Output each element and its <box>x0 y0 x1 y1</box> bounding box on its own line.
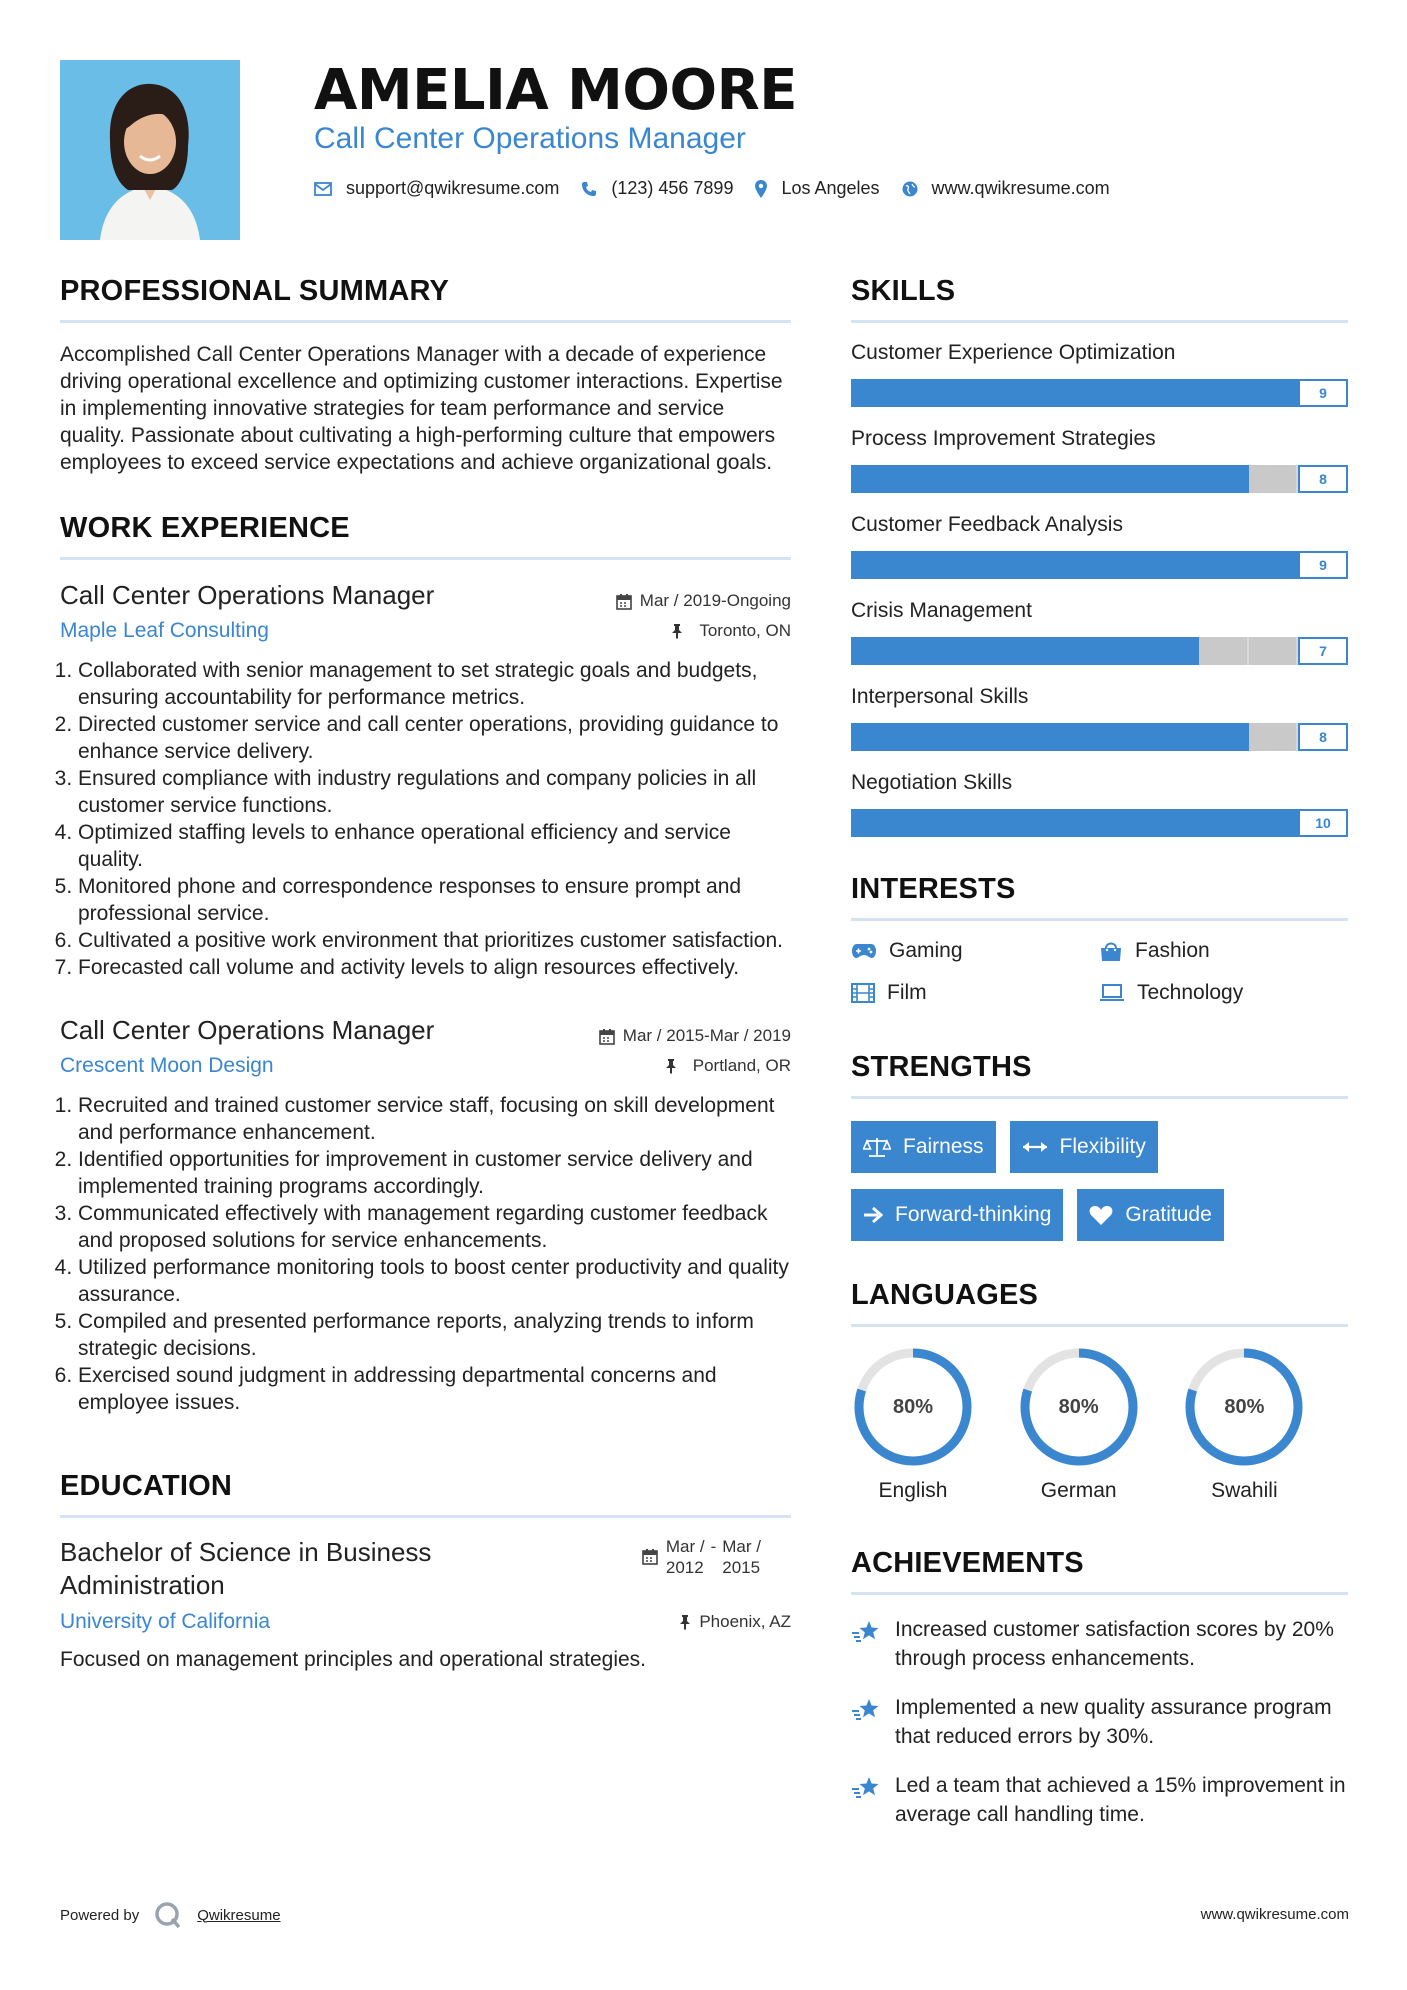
skill-name: Crisis Management <box>851 599 1032 622</box>
education-description: Focused on management principles and operational strategies. <box>60 1648 647 1671</box>
skill-item <box>851 513 1348 579</box>
job-title: Call Center Operations Manager <box>60 1015 435 1045</box>
language-gauge <box>1182 1345 1306 1469</box>
skill-name: Interpersonal Skills <box>851 685 1029 708</box>
language-list <box>851 1345 1348 1503</box>
job-dates-text: Mar / 2015-Mar / 2019 <box>622 1026 791 1045</box>
language-name: German <box>1040 1479 1117 1502</box>
section-divider <box>851 918 1348 921</box>
duty-item: 2. Directed customer service and call center operations, providing guidance to enhance service delivery. <box>78 711 791 765</box>
job-location-text: Toronto, ON <box>699 621 791 640</box>
calendar-icon <box>599 1028 615 1045</box>
skill-value: 7 <box>1298 637 1348 665</box>
achievement-text: Implemented a new quality assurance program that reduced errors by 30%. <box>895 1696 1332 1748</box>
job-dates-text: Mar / 2019-Ongoing <box>639 591 791 610</box>
job-list <box>60 580 791 1416</box>
language-percent: 80% <box>1224 1395 1265 1418</box>
strength-label: Flexibility <box>1059 1135 1146 1158</box>
education-end-year: 2015 <box>722 1558 761 1577</box>
phone-icon <box>581 181 597 197</box>
skills-title: SKILLS <box>851 275 956 307</box>
languages-section <box>851 1279 1348 1503</box>
language-name: Swahili <box>1211 1479 1278 1502</box>
degree-title <box>60 1536 431 1602</box>
balance-scale-icon <box>863 1136 891 1158</box>
achievement-item <box>851 1771 1348 1829</box>
left-column <box>60 275 791 1672</box>
job-location <box>671 621 791 641</box>
skill-value: 9 <box>1298 551 1348 579</box>
heart-icon <box>1089 1205 1113 1226</box>
interest-list <box>851 939 1348 1005</box>
skill-fill <box>851 809 1348 837</box>
interest-label: Technology <box>1137 981 1244 1004</box>
skill-fill <box>851 637 1199 665</box>
interest-fashion <box>1099 939 1348 963</box>
arrows-horizontal-icon <box>1022 1141 1048 1153</box>
skill-name: Customer Feedback Analysis <box>851 513 1123 536</box>
language-percent: 80% <box>1058 1395 1099 1418</box>
job-entry <box>60 580 791 981</box>
skill-name: Negotiation Skills <box>851 771 1013 794</box>
duty-item: 5. Monitored phone and correspondence responses to ensure prompt and professional service. <box>78 873 791 927</box>
duty-item: 6. Exercised sound judgment in addressing departmental concerns and employee issues. <box>78 1362 791 1416</box>
shooting-star-icon <box>851 1619 881 1645</box>
strengths-title: STRENGTHS <box>851 1051 1032 1083</box>
powered-by-text: Powered by <box>60 1906 140 1924</box>
skill-fill <box>851 723 1249 751</box>
education-location <box>679 1612 791 1632</box>
skill-segment <box>1249 637 1299 665</box>
duty-item: 5. Compiled and presented performance reports, analyzing trends to inform strategic decisions. <box>78 1308 791 1362</box>
right-column <box>851 275 1348 1829</box>
interest-label: Fashion <box>1135 939 1210 962</box>
interests-title: INTERESTS <box>851 873 1016 905</box>
job-location-text: Portland, OR <box>692 1056 791 1075</box>
date-separator: - <box>710 1537 717 1556</box>
experience-title: WORK EXPERIENCE <box>60 512 350 544</box>
strength-label: Gratitude <box>1125 1203 1212 1226</box>
candidate-role: Call Center Operations Manager <box>314 122 746 155</box>
skill-list <box>851 341 1348 837</box>
skill-bar <box>851 463 1348 493</box>
pushpin-icon <box>665 1058 677 1074</box>
section-divider <box>851 1324 1348 1327</box>
education-title: EDUCATION <box>60 1470 233 1502</box>
school-name: University of California <box>60 1610 271 1633</box>
contact-website[interactable] <box>902 178 1110 199</box>
language-item <box>1017 1345 1183 1503</box>
skill-item <box>851 427 1348 493</box>
language-item <box>1182 1345 1348 1503</box>
map-marker-icon <box>755 180 767 198</box>
duty-item: 3. Ensured compliance with industry regulations and company policies in all customer service functions. <box>78 765 791 819</box>
interest-label: Gaming <box>889 939 963 962</box>
achievement-item <box>851 1615 1348 1673</box>
degree-line-1: Bachelor of Science in Business <box>60 1537 432 1567</box>
duty-item: 6. Cultivated a positive work environment that prioritizes customer satisfaction. <box>78 927 791 954</box>
language-gauge <box>1017 1345 1141 1469</box>
job-entry <box>60 1015 791 1416</box>
interest-film <box>851 981 1099 1005</box>
skill-item <box>851 341 1348 407</box>
skill-segment <box>1199 637 1249 665</box>
job-dates <box>599 1026 791 1046</box>
language-item <box>851 1345 1017 1503</box>
skill-segment <box>1249 465 1299 493</box>
company-name: Maple Leaf Consulting <box>60 619 269 642</box>
website-text: www.qwikresume.com <box>931 178 1110 198</box>
skill-value: 10 <box>1298 809 1348 837</box>
degree-line-2: Administration <box>60 1570 225 1600</box>
duty-item: 4. Utilized performance monitoring tools to boost center productivity and quality assurance. <box>78 1254 791 1308</box>
section-divider <box>851 1592 1348 1595</box>
shooting-star-icon <box>851 1697 881 1723</box>
skill-name: Customer Experience Optimization <box>851 341 1176 364</box>
achievement-item <box>851 1693 1348 1751</box>
achievement-list <box>851 1615 1348 1829</box>
education-start-month: Mar / <box>665 1537 705 1556</box>
location-text: Los Angeles <box>781 178 880 198</box>
interest-label: Film <box>887 981 927 1004</box>
job-head <box>60 1015 791 1046</box>
education-location-text: Phoenix, AZ <box>699 1612 791 1631</box>
contact-bar <box>314 178 1132 199</box>
film-icon <box>851 983 875 1003</box>
skill-item <box>851 599 1348 665</box>
envelope-icon <box>314 182 332 196</box>
contact-location <box>755 178 879 199</box>
languages-title: LANGUAGES <box>851 1279 1039 1311</box>
calendar-icon <box>642 1548 658 1565</box>
shopping-bag-icon <box>1099 940 1123 962</box>
section-divider <box>60 1515 791 1518</box>
language-percent: 80% <box>892 1395 934 1418</box>
laptop-icon <box>1099 984 1125 1002</box>
skills-section <box>851 275 1348 837</box>
job-company-row <box>60 619 791 643</box>
duty-item: 7. Forecasted call volume and activity levels to align resources effectively. <box>78 954 791 981</box>
summary-text: Accomplished Call Center Operations Manager with a decade of experience driving operational excellence and optimizing customer interactions. Expertise in implementing innovative strategies for team performance and service quality. Passionate about cultivating a high-performing culture that empowers employees to exceed service expectations and achieve organizational goals. <box>60 343 783 474</box>
skill-bar <box>851 635 1348 665</box>
gamepad-icon <box>851 943 877 959</box>
section-divider <box>60 557 791 560</box>
education-head <box>60 1536 791 1602</box>
skill-bar <box>851 377 1348 407</box>
strength-label: Fairness <box>903 1135 984 1158</box>
interests-section <box>851 873 1348 1005</box>
brand-link[interactable]: Qwikresume <box>197 1906 281 1924</box>
duty-item: 2. Identified opportunities for improvement in customer service delivery and implemented training programs accordingly. <box>78 1146 791 1200</box>
strength-list <box>851 1121 1348 1241</box>
contact-phone[interactable] <box>581 178 733 199</box>
skill-value: 9 <box>1298 379 1348 407</box>
strength-chip-forward-thinking <box>851 1189 1063 1241</box>
achievement-text: Led a team that achieved a 15% improvement in average call handling time. <box>895 1774 1346 1826</box>
duty-item: 3. Communicated effectively with management regarding customer feedback and proposed solutions for service enhancements. <box>78 1200 791 1254</box>
job-company-row <box>60 1054 791 1078</box>
duty-item: 1. Recruited and trained customer service staff, focusing on skill development and performance enhancement. <box>78 1092 791 1146</box>
candidate-name: AMELIA MOORE <box>314 58 797 123</box>
shooting-star-icon <box>851 1775 881 1801</box>
experience-section <box>60 512 791 1416</box>
pushpin-icon <box>671 623 683 639</box>
section-divider <box>60 320 791 323</box>
footer-website[interactable]: www.qwikresume.com <box>1200 1906 1349 1923</box>
company-name: Crescent Moon Design <box>60 1054 274 1077</box>
summary-title: PROFESSIONAL SUMMARY <box>60 275 450 307</box>
section-divider <box>851 320 1348 323</box>
qwikresume-logo-icon <box>153 1900 183 1930</box>
skill-fill <box>851 379 1298 407</box>
interest-gaming <box>851 939 1099 963</box>
job-location <box>665 1056 791 1076</box>
section-divider <box>851 1096 1348 1099</box>
achievements-section <box>851 1547 1348 1829</box>
skill-name: Process Improvement Strategies <box>851 427 1156 450</box>
achievement-text: Increased customer satisfaction scores by 20% through process enhancements. <box>895 1618 1334 1670</box>
skill-fill <box>851 551 1298 579</box>
calendar-icon <box>616 593 632 610</box>
education-end <box>722 1536 761 1578</box>
strength-chip-gratitude <box>1077 1189 1223 1241</box>
phone-text: (123) 456 7899 <box>611 178 734 198</box>
skill-fill <box>851 465 1249 493</box>
skill-bar <box>851 807 1348 837</box>
skill-item <box>851 771 1348 837</box>
profile-photo <box>60 60 240 240</box>
arrow-right-icon <box>863 1206 883 1224</box>
skill-value: 8 <box>1298 465 1348 493</box>
duty-item: 4. Optimized staffing levels to enhance operational efficiency and service quality. <box>78 819 791 873</box>
job-dates <box>616 591 791 611</box>
duty-list <box>60 1092 791 1416</box>
skill-bar <box>851 721 1348 751</box>
skill-bar <box>851 549 1348 579</box>
strength-chip-fairness <box>851 1121 996 1173</box>
education-start-year: 2012 <box>665 1558 704 1577</box>
strengths-section <box>851 1051 1348 1241</box>
footer-powered-by <box>60 1900 281 1930</box>
education-dates <box>642 1536 761 1602</box>
education-end-month: Mar / <box>722 1537 761 1556</box>
skill-segment <box>1249 723 1299 751</box>
language-gauge <box>851 1345 975 1469</box>
duty-list <box>60 657 791 981</box>
education-section <box>60 1470 791 1672</box>
skill-item <box>851 685 1348 751</box>
strength-chip-flexibility <box>1010 1121 1158 1173</box>
education-school-row <box>60 1610 791 1634</box>
language-name: English <box>878 1479 948 1502</box>
achievements-title: ACHIEVEMENTS <box>851 1547 1084 1579</box>
interest-technology <box>1099 981 1348 1005</box>
portrait-image <box>60 60 240 240</box>
skill-value: 8 <box>1298 723 1348 751</box>
globe-icon <box>902 181 918 197</box>
email-text: support@qwikresume.com <box>346 178 560 198</box>
contact-email[interactable] <box>314 178 559 199</box>
duty-item: 1. Collaborated with senior management to set strategic goals and budgets, ensuring accountability for performance metrics. <box>78 657 791 711</box>
job-head <box>60 580 791 611</box>
job-title: Call Center Operations Manager <box>60 580 435 610</box>
strength-label: Forward-thinking <box>895 1203 1052 1226</box>
education-start <box>666 1536 705 1578</box>
summary-section <box>60 275 791 476</box>
pushpin-icon <box>679 1614 691 1630</box>
